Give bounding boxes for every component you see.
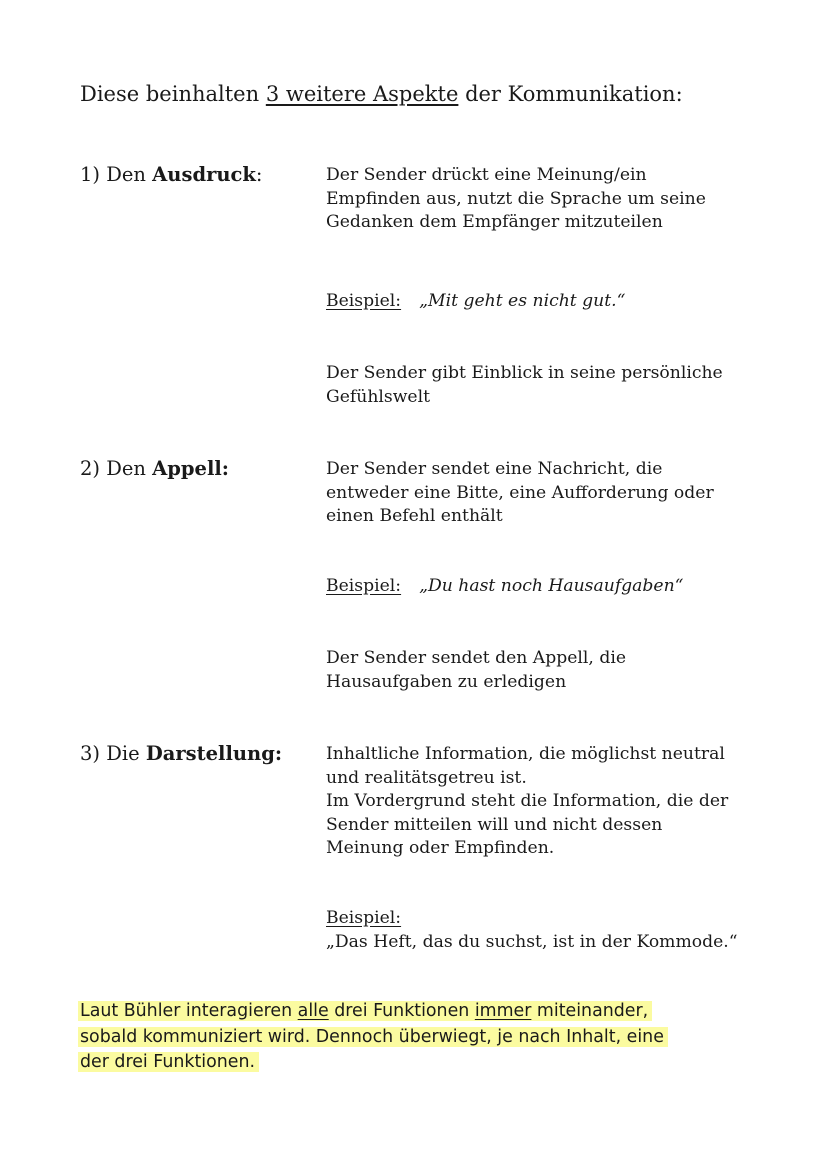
description-line: Gedanken dem Empfänger mitzuteilen: [326, 212, 663, 232]
note-line: Gefühlswelt: [326, 386, 431, 407]
section-1-suffix: :: [255, 163, 263, 186]
section-2-heading: [80, 456, 229, 482]
section-2-prefix: 2) Den: [80, 457, 153, 480]
summary-text: Laut Bühler interagieren: [80, 1001, 298, 1021]
note-line: Der Sender sendet den Appell, die: [326, 648, 626, 668]
section-2-note: [326, 647, 766, 694]
section-3-description: [326, 743, 766, 861]
summary-line-3: der drei Funktionen.: [78, 1052, 259, 1072]
section-1-example: [326, 290, 766, 314]
section-2-example: [326, 575, 766, 599]
intro-underlined: 3 weitere Aspekte: [265, 82, 459, 106]
description-line: Inhaltliche Information, die möglichst neutral: [326, 744, 725, 764]
section-2-term: Appell:: [152, 457, 229, 480]
summary-line-1: [78, 1001, 652, 1021]
example-label: Beispiel:: [326, 908, 402, 928]
summary-text: miteinander,: [531, 1001, 649, 1021]
section-1-prefix: 1) Den: [80, 163, 153, 186]
summary-emphasis-alle: alle: [297, 1001, 329, 1021]
example-text: „Das Heft, das du suchst, ist in der Kommode.“: [326, 931, 738, 952]
example-label: Beispiel:: [326, 576, 402, 596]
description-line: und realitätsgetreu ist.: [326, 767, 527, 788]
summary-emphasis-immer: immer: [474, 1001, 532, 1021]
description-line: Sender mitteilen will und nicht dessen: [326, 814, 663, 835]
summary-highlight: [78, 999, 758, 1076]
example-label: Beispiel:: [326, 291, 402, 311]
description-line: entweder eine Bitte, eine Aufforderung oder: [326, 482, 714, 503]
section-1-heading: [80, 162, 263, 188]
section-3-heading: [80, 741, 282, 767]
section-1-description: [326, 164, 766, 235]
section-3-term: Darstellung:: [145, 742, 283, 765]
section-3-prefix: 3) Die: [80, 742, 146, 765]
note-line: Der Sender gibt Einblick in seine persönliche: [326, 363, 723, 383]
section-1-term: Ausdruck: [152, 163, 256, 186]
summary-text: drei Funktionen: [328, 1001, 475, 1021]
description-line: Meinung oder Empfinden.: [326, 838, 555, 858]
note-line: Hausaufgaben zu erledigen: [326, 671, 567, 692]
section-3-example: [326, 907, 786, 954]
summary-line-2: sobald kommuniziert wird. Dennoch überwiegt, je nach Inhalt, eine: [78, 1027, 668, 1047]
description-line: einen Befehl enthält: [326, 506, 503, 526]
example-text: „Mit geht es nicht gut.“: [419, 291, 626, 311]
intro-line: [80, 80, 683, 108]
description-line: Der Sender sendet eine Nachricht, die: [326, 459, 663, 479]
description-line: Im Vordergrund steht die Information, die der: [326, 791, 729, 811]
description-line: Empfinden aus, nutzt die Sprache um seine: [326, 188, 706, 209]
example-text: „Du hast noch Hausaufgaben“: [419, 576, 684, 596]
intro-before: Diese beinhalten: [80, 82, 266, 106]
section-1-note: [326, 362, 766, 409]
description-line: Der Sender drückt eine Meinung/ein: [326, 165, 647, 185]
section-2-description: [326, 458, 766, 529]
intro-after: der Kommunikation:: [458, 82, 683, 106]
